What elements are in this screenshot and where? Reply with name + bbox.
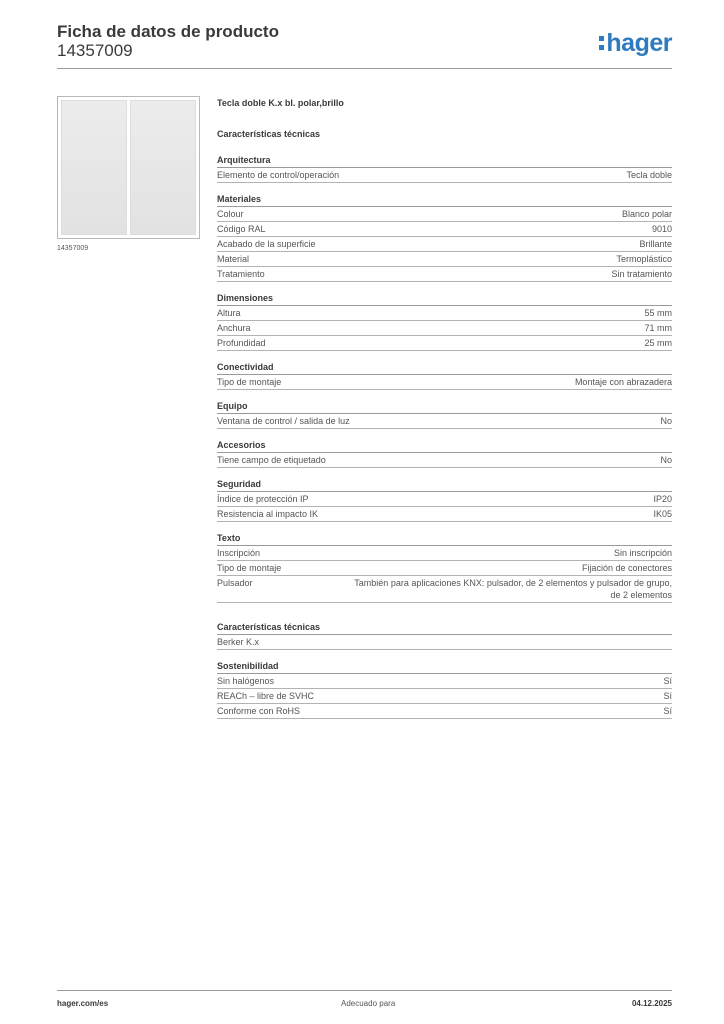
spec-value: Sí bbox=[663, 691, 672, 701]
spec-label: Berker K.x bbox=[217, 637, 260, 647]
spec-label: Pulsador bbox=[217, 578, 253, 588]
spec-row bbox=[217, 375, 672, 390]
product-name: Tecla doble K.x bl. polar,brillo bbox=[217, 98, 344, 108]
footer-website: hager.com/es bbox=[57, 999, 109, 1008]
spec-label: Ventana de control / salida de luz bbox=[217, 416, 350, 426]
spec-label: Tipo de montaje bbox=[217, 377, 282, 387]
spec-content bbox=[217, 96, 672, 719]
spec-label: Sin halógenos bbox=[217, 676, 275, 686]
main-heading: Características técnicas bbox=[217, 129, 321, 139]
spec-value: IP20 bbox=[653, 494, 672, 504]
spec-value: Sin tratamiento bbox=[611, 269, 672, 279]
logo-dots-icon bbox=[599, 34, 604, 52]
spec-value: También para aplicaciones KNX: pulsador, de 2 elementos y pulsador de grupo, de 2 elementos bbox=[354, 578, 672, 600]
rocker-left-image bbox=[61, 100, 127, 235]
spec-value: No bbox=[660, 416, 672, 426]
spec-row bbox=[217, 635, 672, 650]
spec-row bbox=[217, 507, 672, 522]
hager-logo bbox=[599, 28, 672, 58]
spec-row bbox=[217, 561, 672, 576]
spec-section bbox=[217, 439, 672, 468]
section-title: Texto bbox=[217, 532, 672, 546]
spec-section bbox=[217, 621, 672, 650]
spec-section bbox=[217, 193, 672, 282]
spec-row bbox=[217, 168, 672, 183]
spec-row bbox=[217, 252, 672, 267]
spec-value: 55 mm bbox=[644, 308, 672, 318]
spec-value: Blanco polar bbox=[621, 209, 672, 219]
product-number: 14357009 bbox=[57, 41, 133, 60]
spec-label: Tipo de montaje bbox=[217, 563, 282, 573]
spec-label: Anchura bbox=[217, 323, 251, 333]
spec-value: Brillante bbox=[639, 239, 672, 249]
spec-section bbox=[217, 154, 672, 183]
section-title: Equipo bbox=[217, 400, 672, 414]
spec-section bbox=[217, 292, 672, 351]
spec-row bbox=[217, 207, 672, 222]
spec-value: Sí bbox=[663, 676, 672, 686]
spec-label: Conforme con RoHS bbox=[217, 706, 301, 716]
rocker-right-image bbox=[130, 100, 196, 235]
extra-spec-sections bbox=[217, 621, 672, 719]
spec-row bbox=[217, 674, 672, 689]
page-header bbox=[57, 22, 672, 69]
spec-row bbox=[217, 453, 672, 468]
page-footer bbox=[57, 990, 672, 1013]
spec-value: IK05 bbox=[653, 509, 672, 519]
section-title: Sostenibilidad bbox=[217, 660, 672, 674]
spec-value: Fijación de conectores bbox=[581, 563, 672, 573]
spec-row bbox=[217, 222, 672, 237]
section-title: Conectividad bbox=[217, 361, 672, 375]
spec-row bbox=[217, 237, 672, 252]
spec-label: Tratamiento bbox=[217, 269, 265, 279]
section-title: Características técnicas bbox=[217, 621, 672, 635]
image-caption: 14357009 bbox=[57, 245, 89, 252]
spec-row bbox=[217, 546, 672, 561]
spec-value: 25 mm bbox=[644, 338, 672, 348]
spec-section bbox=[217, 361, 672, 390]
spec-section bbox=[217, 660, 672, 719]
spec-label: Material bbox=[217, 254, 250, 264]
spec-sections bbox=[217, 154, 672, 603]
footer-date: 04.12.2025 bbox=[631, 999, 672, 1008]
spec-row bbox=[217, 689, 672, 704]
spec-value: Sin inscripción bbox=[613, 548, 672, 558]
section-title: Materiales bbox=[217, 193, 672, 207]
spec-row bbox=[217, 576, 672, 603]
spec-value: No bbox=[660, 455, 672, 465]
spec-row bbox=[217, 321, 672, 336]
spec-section bbox=[217, 532, 672, 603]
spec-label: REACh – libre de SVHC bbox=[217, 691, 315, 701]
section-title: Arquitectura bbox=[217, 154, 672, 168]
spec-value: 9010 bbox=[651, 224, 672, 234]
spec-label: Inscripción bbox=[217, 548, 261, 558]
spec-label: Resistencia al impacto IK bbox=[217, 509, 319, 519]
spec-row bbox=[217, 414, 672, 429]
spec-label: Índice de protección IP bbox=[217, 494, 309, 504]
spec-label: Colour bbox=[217, 209, 244, 219]
spec-section bbox=[217, 478, 672, 522]
footer-center-text: Adecuado para bbox=[341, 999, 396, 1008]
spec-label: Elemento de control/operación bbox=[217, 170, 340, 180]
spec-row bbox=[217, 336, 672, 351]
document-title: Ficha de datos de producto bbox=[57, 22, 279, 41]
spec-label: Altura bbox=[217, 308, 241, 318]
spec-value: 71 mm bbox=[644, 323, 672, 333]
spec-label: Tiene campo de etiquetado bbox=[217, 455, 326, 465]
spec-label: Acabado de la superficie bbox=[217, 239, 316, 249]
spec-label: Código RAL bbox=[217, 224, 266, 234]
spec-row bbox=[217, 704, 672, 719]
section-title: Dimensiones bbox=[217, 292, 672, 306]
spec-value: Tecla doble bbox=[626, 170, 672, 180]
spec-value: Termoplástico bbox=[616, 254, 672, 264]
spec-label: Profundidad bbox=[217, 338, 266, 348]
spec-value: Sí bbox=[663, 706, 672, 716]
section-title: Accesorios bbox=[217, 439, 672, 453]
spec-section bbox=[217, 400, 672, 429]
section-title: Seguridad bbox=[217, 478, 672, 492]
spec-row bbox=[217, 492, 672, 507]
spec-row bbox=[217, 306, 672, 321]
spec-row bbox=[217, 267, 672, 282]
logo-text: hager bbox=[606, 29, 672, 57]
product-image bbox=[57, 96, 200, 239]
spec-value: Montaje con abrazadera bbox=[574, 377, 672, 387]
